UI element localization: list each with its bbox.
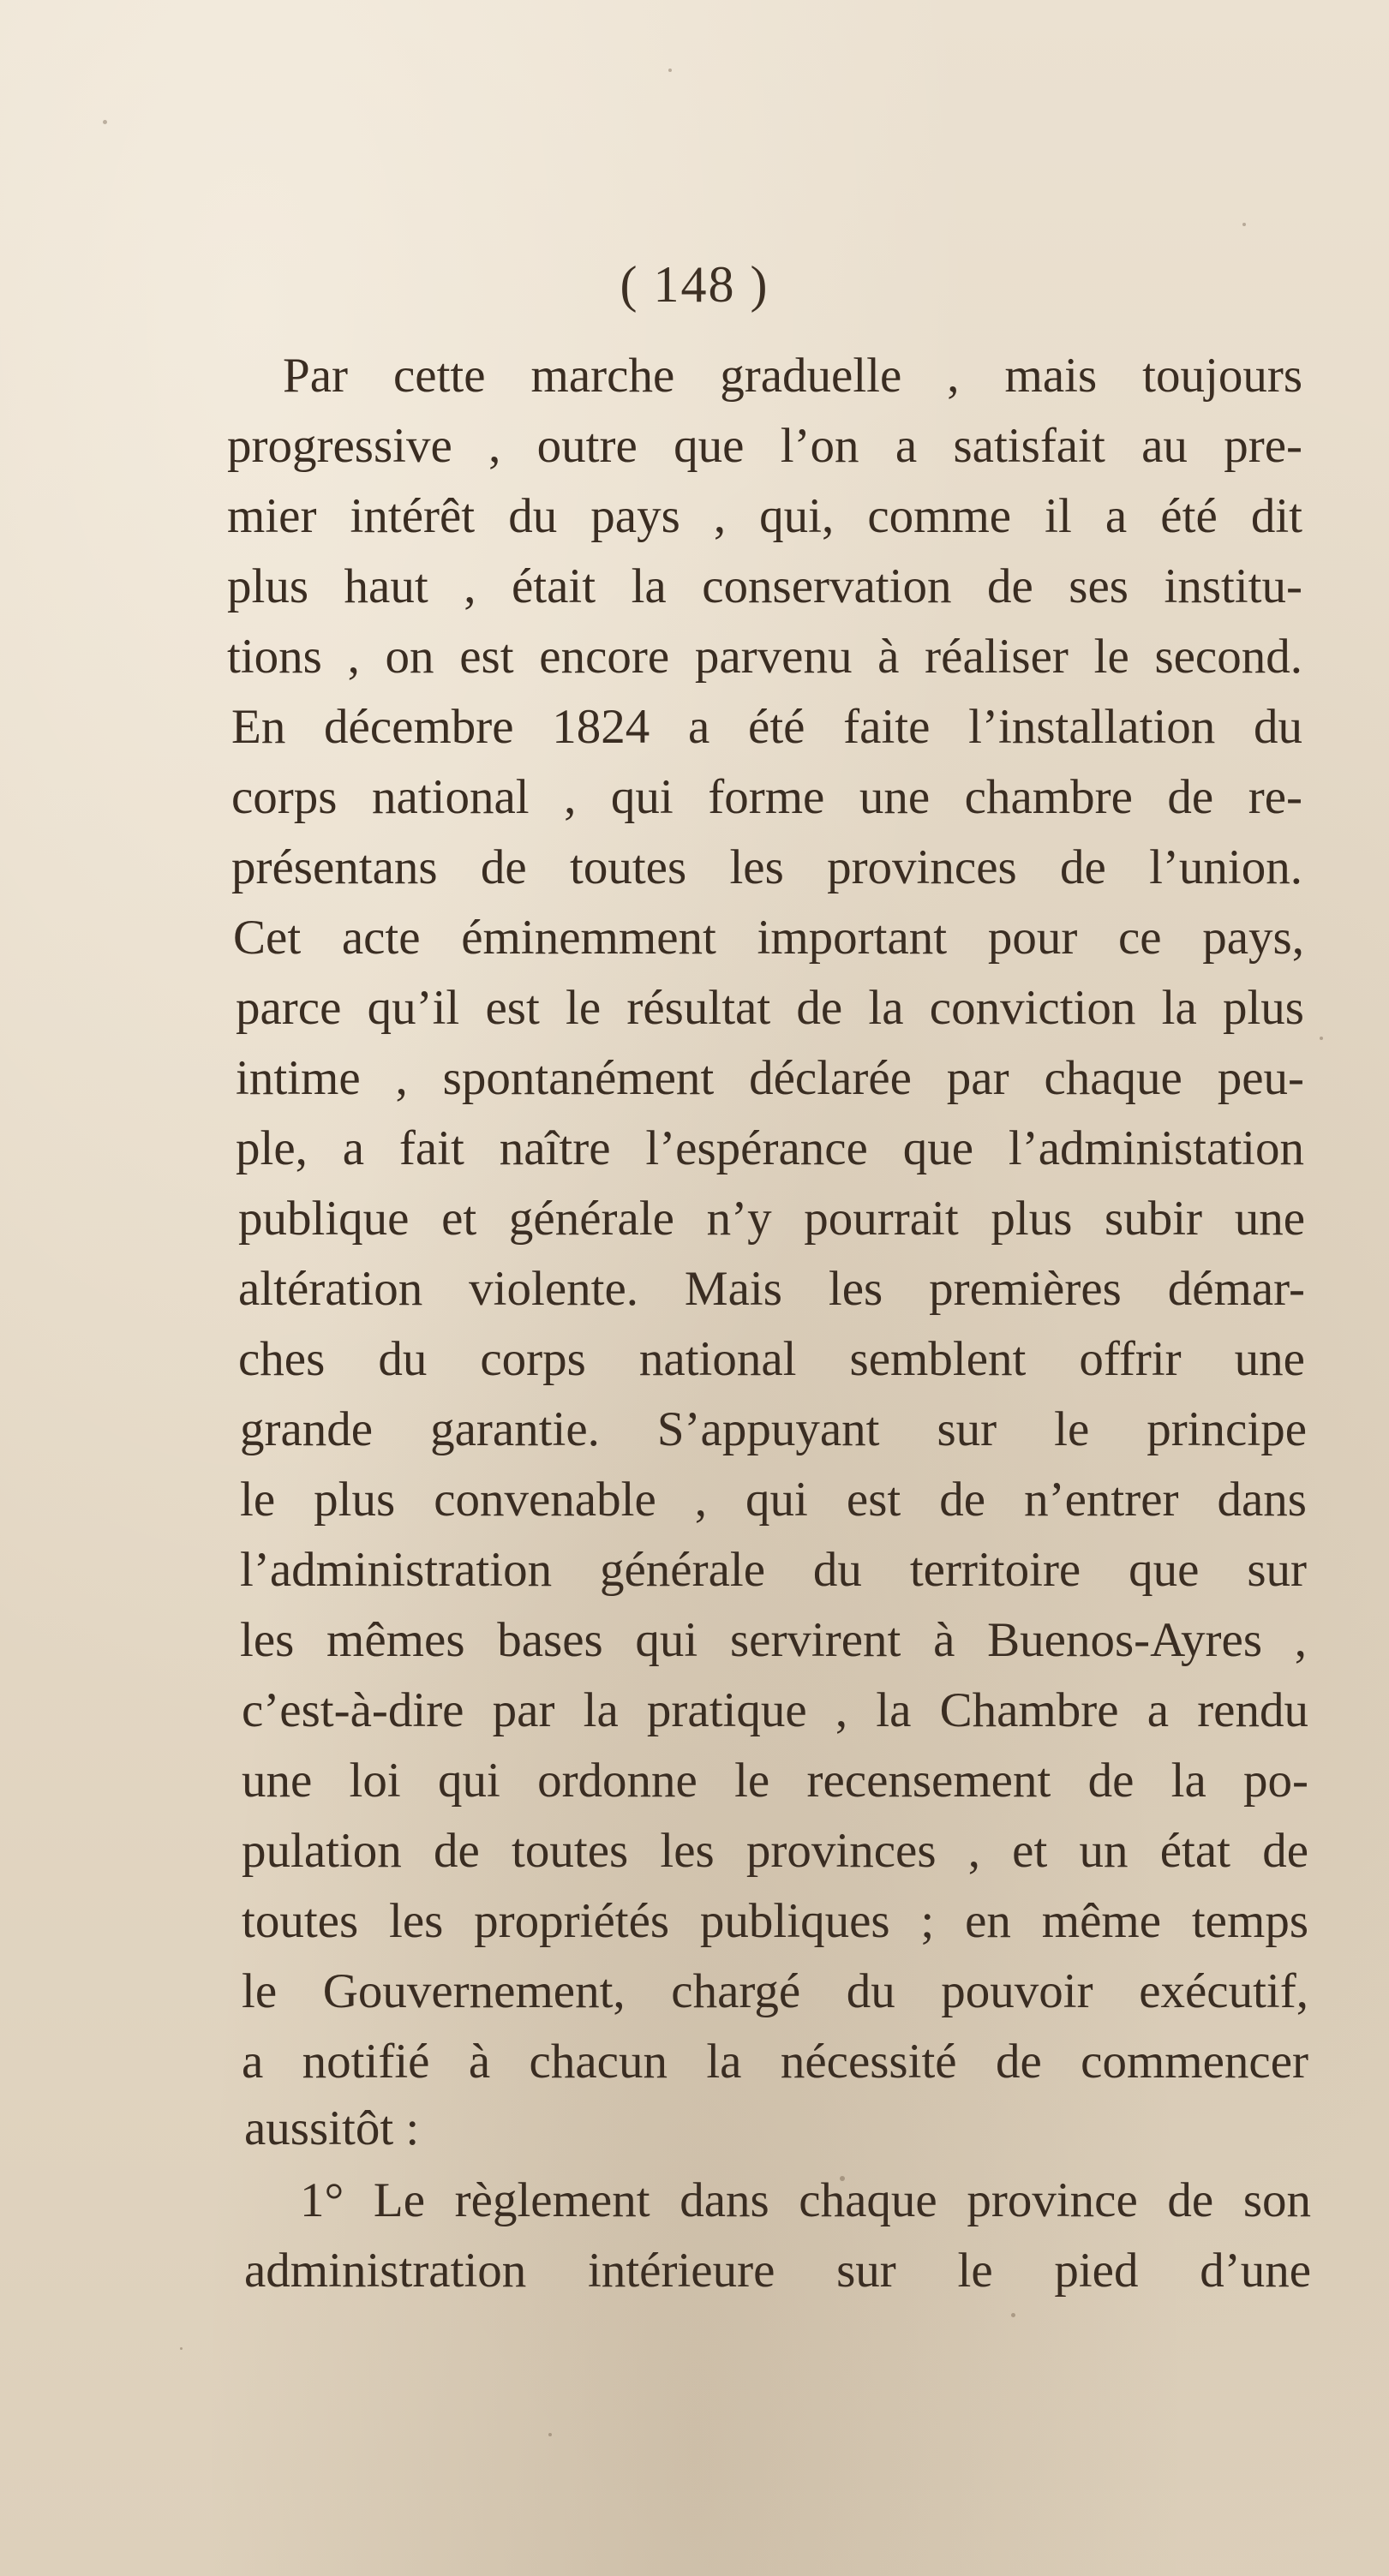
text-line: altération violente. Mais les premières démar-: [238, 1262, 1305, 1316]
paper-speck: [180, 2347, 183, 2350]
text-line: pulation de toutes les provinces , et un état de: [242, 1824, 1308, 1878]
text-line: Cet acte éminemment important pour ce pays,: [233, 911, 1304, 965]
text-line: les mêmes bases qui servirent à Buenos-Ayres ,: [240, 1613, 1307, 1667]
text-line: ple, a fait naître l’espérance que l’administation: [236, 1121, 1304, 1175]
text-line: l’administration générale du territoire que sur: [240, 1543, 1307, 1597]
text-line: tions , on est encore parvenu à réaliser le second.: [227, 630, 1302, 684]
text-line: 1° Le règlement dans chaque province de son: [300, 2173, 1311, 2227]
text-line: le Gouvernement, chargé du pouvoir exécutif,: [242, 1964, 1308, 2018]
paper-speck: [1242, 223, 1246, 226]
text-line: corps national , qui forme une chambre de re-: [231, 770, 1302, 824]
text-line: présentans de toutes les provinces de l’union.: [231, 840, 1302, 894]
text-line: grande garantie. S’appuyant sur le principe: [240, 1402, 1307, 1456]
text-line: progressive , outre que l’on a satisfait au pre-: [227, 419, 1302, 473]
text-line: publique et générale n’y pourrait plus subir une: [238, 1192, 1305, 1246]
page-number: ( 148 ): [620, 256, 769, 313]
text-line: plus haut , était la conservation de ses institu-: [227, 559, 1302, 613]
text-line: Par cette marche graduelle , mais toujours: [283, 349, 1302, 403]
text-line: a notifié à chacun la nécessité de commencer: [242, 2035, 1308, 2089]
paper-speck: [1320, 1037, 1323, 1040]
paper-speck: [668, 69, 672, 72]
text-line: mier intérêt du pays , qui, comme il a été dit: [227, 489, 1302, 543]
text-line: toutes les propriétés publiques ; en même temps: [242, 1894, 1308, 1948]
paper-speck: [548, 2433, 552, 2436]
text-line: c’est-à-dire par la pratique , la Chambre a rendu: [242, 1683, 1308, 1737]
text-line: parce qu’il est le résultat de la conviction la plus: [236, 981, 1304, 1035]
paper-speck: [103, 120, 107, 124]
text-line: intime , spontanément déclarée par chaque peu-: [236, 1051, 1304, 1105]
text-line: le plus convenable , qui est de n’entrer dans: [240, 1473, 1307, 1527]
text-line: aussitôt :: [244, 2101, 420, 2155]
text-line: une loi qui ordonne le recensement de la po-: [242, 1754, 1308, 1808]
text-line: administration intérieure sur le pied d’une: [244, 2244, 1311, 2298]
text-line: ches du corps national semblent offrir une: [238, 1332, 1305, 1386]
text-line: En décembre 1824 a été faite l’installation du: [231, 700, 1302, 754]
paper-speck: [1011, 2313, 1015, 2317]
